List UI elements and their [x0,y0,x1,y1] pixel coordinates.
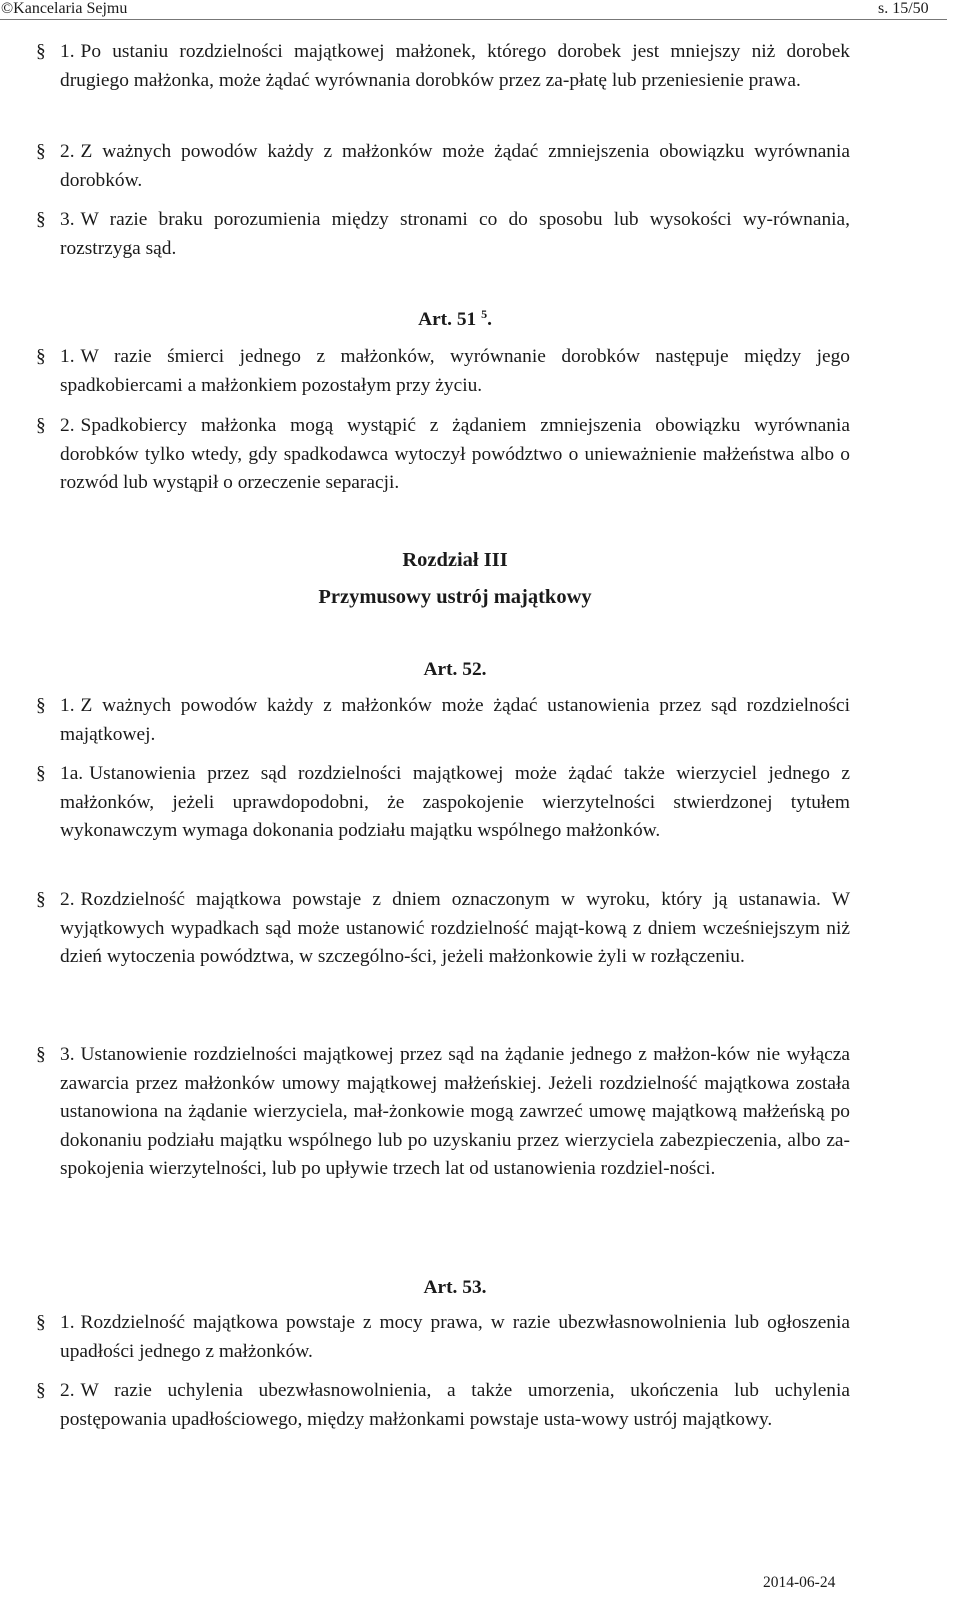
article-superscript: 5 [481,307,488,321]
section-mark: § [36,141,46,162]
paragraph-text: Spadkobiercy małżonka mogą wystąpić z żądaniem zmniejszenia obowiązku wyrównania dorobków tylko wtedy, gdy spadkodawca wytoczył powództwo o unieważnienie małżeństwa albo o rozwód lub wystąpił o orzeczenie separacji. [60,415,850,494]
paragraph-text: W razie śmierci jednego z małżonków, wyrównanie dorobków następuje między jego spadkobiercami a małżonkiem pozostałym przy życiu. [60,346,850,396]
paragraph [36,343,850,400]
article-title-text: Art. 51 [418,309,477,330]
paragraph-text: Z ważnych powodów każdy z małżonków może żądać ustanowienia przez sąd rozdzielności majątkowej. [60,695,850,745]
section-mark: § [36,695,46,716]
paragraph-number: 3. [60,209,75,230]
paragraph [36,138,850,195]
section-mark: § [36,209,46,230]
chapter-title: Przymusowy ustrój majątkowy [318,586,592,608]
section-mark: § [36,1312,46,1333]
section-mark: § [36,889,46,910]
paragraph-number: 2. [60,141,75,162]
paragraph-number: 1. [60,346,75,367]
paragraph [36,1377,850,1434]
paragraph-number: 1. [60,41,75,62]
paragraph-number: 2. [60,889,75,910]
paragraph [36,692,850,749]
paragraph-text: Ustanowienie rozdzielności majątkowej przez sąd na żądanie jednego z małżon-ków nie wyłącza zawarcia przez małżonków umowy majątkowej małżeńskiej. Jeżeli rozdzielność majątkowa została ustanowiona na żądanie wierzyciela, mał-żonkowie mogą zawrzeć umowę majątkową małżeńską po dokonaniu podziału majątku wspólnego lub po uzyskaniu przez wierzyciela zabezpieczenia, albo za-spokojenia wierzytelności, lub po upływie trzech lat od ustanowienia rozdziel-ności. [60,1044,850,1180]
paragraph-text: Po ustaniu rozdzielności majątkowej małżonek, którego dorobek jest mniejszy niż dorobek drugiego małżonka, może żądać wyrównania dorobków przez za-płatę lub przeniesienie prawa. [60,41,850,91]
paragraph-number: 2. [60,1380,75,1401]
footer-date: 2014-06-24 [763,1574,836,1591]
paragraph [36,412,850,498]
paragraph-number: 1. [60,1312,75,1333]
paragraph-number: 1. [60,695,75,716]
article-title: Art. 52. [423,659,487,680]
paragraph [36,886,850,972]
paragraph [36,206,850,263]
article-title: Art. 53. [423,1277,487,1298]
paragraph-text: W razie uchylenia ubezwłasnowolnienia, a także umorzenia, ukończenia lub uchylenia postępowania upadłościowego, między małżonkami powstaje usta-wowy ustrój majątkowy. [60,1380,850,1430]
paragraph-text: W razie braku porozumienia między stronami co do sposobu lub wysokości wy-równania, rozstrzyga sąd. [60,209,850,259]
paragraph-text: Rozdzielność majątkowa powstaje z dniem oznaczonym w wyroku, który ją ustanawia. W wyjątkowych wypadkach sąd może ustanowić rozdzielność mająt-kową z dniem wcześniejszym niż dzień wytoczenia powództwa, w szczególno-ści, jeżeli małżonkowie żyli w rozłączeniu. [60,889,850,968]
paragraph [36,38,850,95]
header-page-number: s. 15/50 [878,0,929,17]
paragraph [36,1041,850,1184]
paragraph-text: Z ważnych powodów każdy z małżonków może żądać zmniejszenia obowiązku wyrównania dorobków. [60,141,850,191]
article-title [0,306,910,334]
section-mark: § [36,763,46,784]
section-mark: § [36,1044,46,1065]
paragraph-text: Ustanowienia przez sąd rozdzielności majątkowej może żądać także wierzyciel jednego z małżonków, jeżeli uprawdopodobni, że zaspokojenie wierzytelności stwierdzonej tytułem wykonawczym wymaga dokonania podziału majątku wspólnego małżonków. [60,763,850,842]
article-title-end: . [487,309,492,330]
paragraph [36,1309,850,1366]
section-mark: § [36,415,46,436]
paragraph [36,760,850,846]
section-mark: § [36,1380,46,1401]
section-mark: § [36,346,46,367]
paragraph-text: Rozdzielność majątkowa powstaje z mocy prawa, w razie ubezwłasnowolnienia lub ogłoszenia upadłości jednego z małżonków. [60,1312,850,1362]
paragraph-number: 2. [60,415,75,436]
paragraph-number: 3. [60,1044,75,1065]
header-source: ©Kancelaria Sejmu [1,0,128,17]
header-divider [0,19,947,20]
paragraph-number: 1a. [60,763,84,784]
section-mark: § [36,41,46,62]
chapter-number: Rozdział III [402,549,508,571]
